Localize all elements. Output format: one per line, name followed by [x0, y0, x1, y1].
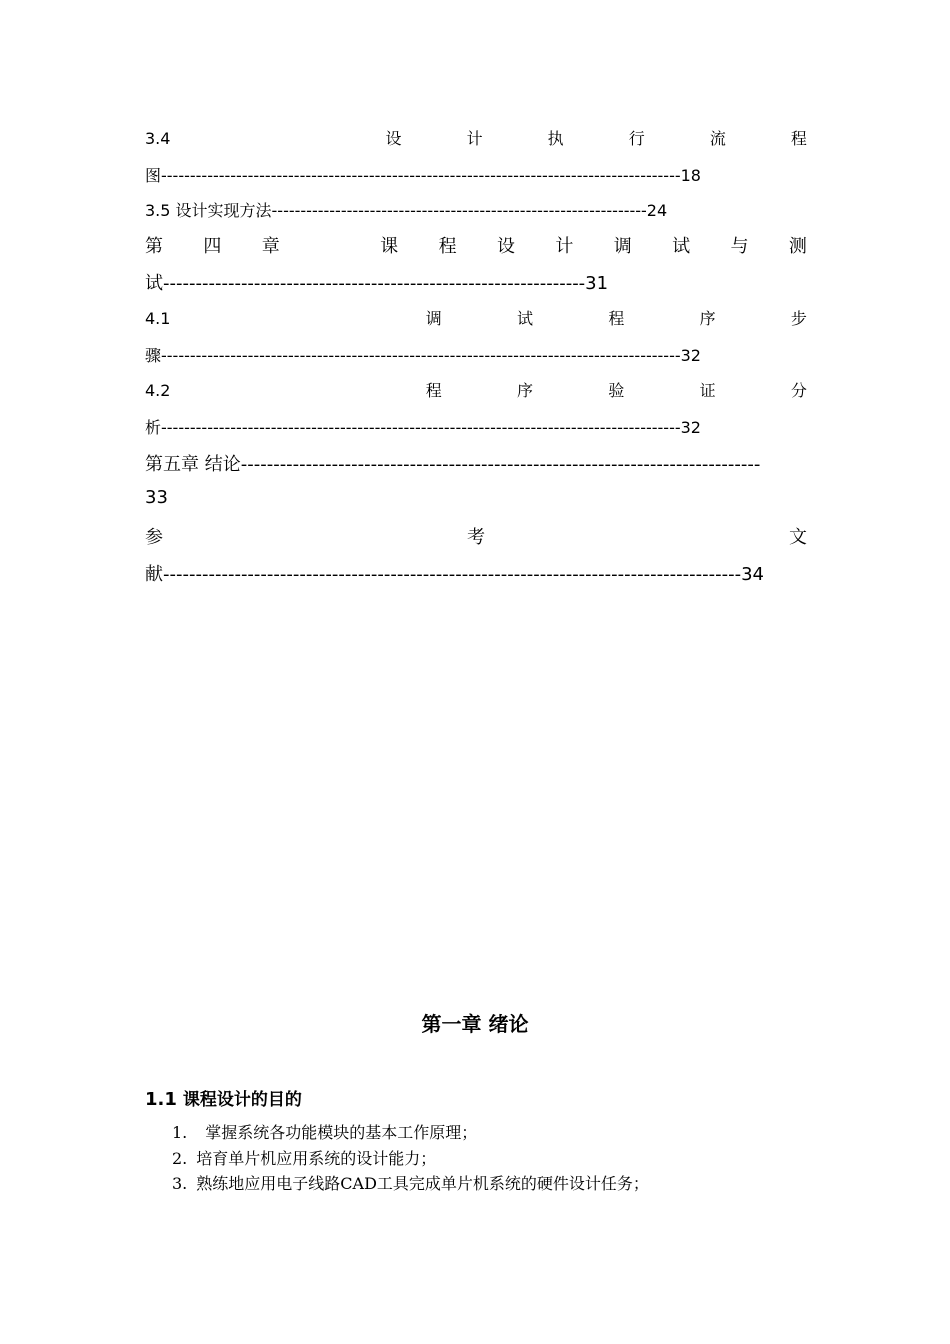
list-item: [172, 1146, 649, 1172]
toc-3-4-char: 流: [709, 129, 726, 148]
toc-4-1-char: 程: [608, 309, 625, 328]
section-heading: [145, 1085, 302, 1110]
toc-4-2-char: 序: [517, 381, 534, 400]
list-item: [172, 1120, 649, 1146]
list-item-number: 2.: [172, 1148, 188, 1168]
toc-ch4-char: 设: [496, 236, 515, 257]
list-item-text: 熟练地应用电子线路CAD工具完成单片机系统的硬件设计任务；: [196, 1174, 649, 1193]
toc-ref-char: 文: [789, 527, 807, 548]
toc-ch4-line-2: 试-----------------------------------------------------------------31: [145, 273, 609, 294]
toc-ch4-char: 四: [203, 236, 222, 257]
chapter-title: 第一章 绪论: [421, 1012, 529, 1036]
toc-4-1-line-1: [145, 306, 807, 329]
toc-4-1-num: 4.1: [145, 309, 171, 328]
toc-3-4-char: 程: [790, 129, 807, 148]
list-item-text: 培育单片机应用系统的设计能力；: [196, 1148, 437, 1168]
toc-3-5-line: 3.5 设计实现方法-----------------------------------------------------------------24: [145, 201, 668, 220]
toc-3-4-line-1: [145, 126, 807, 149]
toc-ch4-char: 章: [261, 236, 280, 257]
toc-4-2-char: 证: [699, 381, 716, 400]
toc-4-2-char: 程: [425, 381, 442, 400]
list-item-number: 3.: [172, 1174, 188, 1193]
toc-4-1-char: 步: [790, 309, 807, 328]
toc-ch4-char: 程: [438, 236, 457, 257]
toc-ch4-char: 与: [730, 236, 749, 257]
toc-ref-line-1: [145, 523, 807, 549]
toc-4-1-line-2: 骤------------------------------------------------------------------------------------------32: [145, 346, 701, 365]
list-item-text: 掌握系统各功能模块的基本工作原理；: [205, 1123, 478, 1142]
toc-3-4-char: 设: [385, 129, 402, 148]
toc-4-2-char: 分: [790, 381, 807, 400]
toc-4-2-char: 验: [608, 381, 625, 400]
toc-4-2-line-2: 析------------------------------------------------------------------------------------------32: [145, 418, 701, 437]
toc-ch5-line-1: 第五章 结论--------------------------------------------------------------------------------: [145, 454, 761, 475]
toc-4-1-char: 序: [699, 309, 716, 328]
toc-3-4-char: 计: [466, 129, 483, 148]
list-item-number: 1.: [172, 1123, 188, 1142]
toc-ch4-char: 试: [672, 236, 691, 257]
toc-4-1-char: 试: [517, 309, 534, 328]
toc-4-2-line-1: [145, 378, 807, 401]
toc-ch4-char: 调: [613, 236, 632, 257]
toc-ch5-line-2: 33: [145, 487, 168, 508]
toc-ch4-char: 测: [788, 236, 807, 257]
toc-4-1-char: 调: [425, 309, 442, 328]
toc-ref-char: 参: [145, 527, 163, 548]
section-number: 1.1: [145, 1089, 177, 1110]
toc-ch4-char: 计: [555, 236, 574, 257]
toc-ch4-char: 第: [145, 236, 163, 257]
section-title: 课程设计的目的: [182, 1090, 302, 1110]
toc-ch4-char: 课: [380, 236, 399, 257]
toc-3-4-char: 行: [628, 129, 645, 148]
toc-4-2-num: 4.2: [145, 381, 171, 400]
toc-ref-char: 考: [467, 527, 485, 548]
toc-3-4-char: 执: [547, 129, 564, 148]
toc-ch4-line-1: [145, 232, 807, 258]
toc-ref-line-2: 献-----------------------------------------------------------------------------------------34: [145, 564, 764, 585]
toc-3-4-line-2: 图------------------------------------------------------------------------------------------18: [145, 166, 701, 185]
goals-list: [172, 1120, 649, 1197]
toc-3-4-num: 3.4: [145, 129, 171, 148]
list-item: [172, 1171, 649, 1197]
